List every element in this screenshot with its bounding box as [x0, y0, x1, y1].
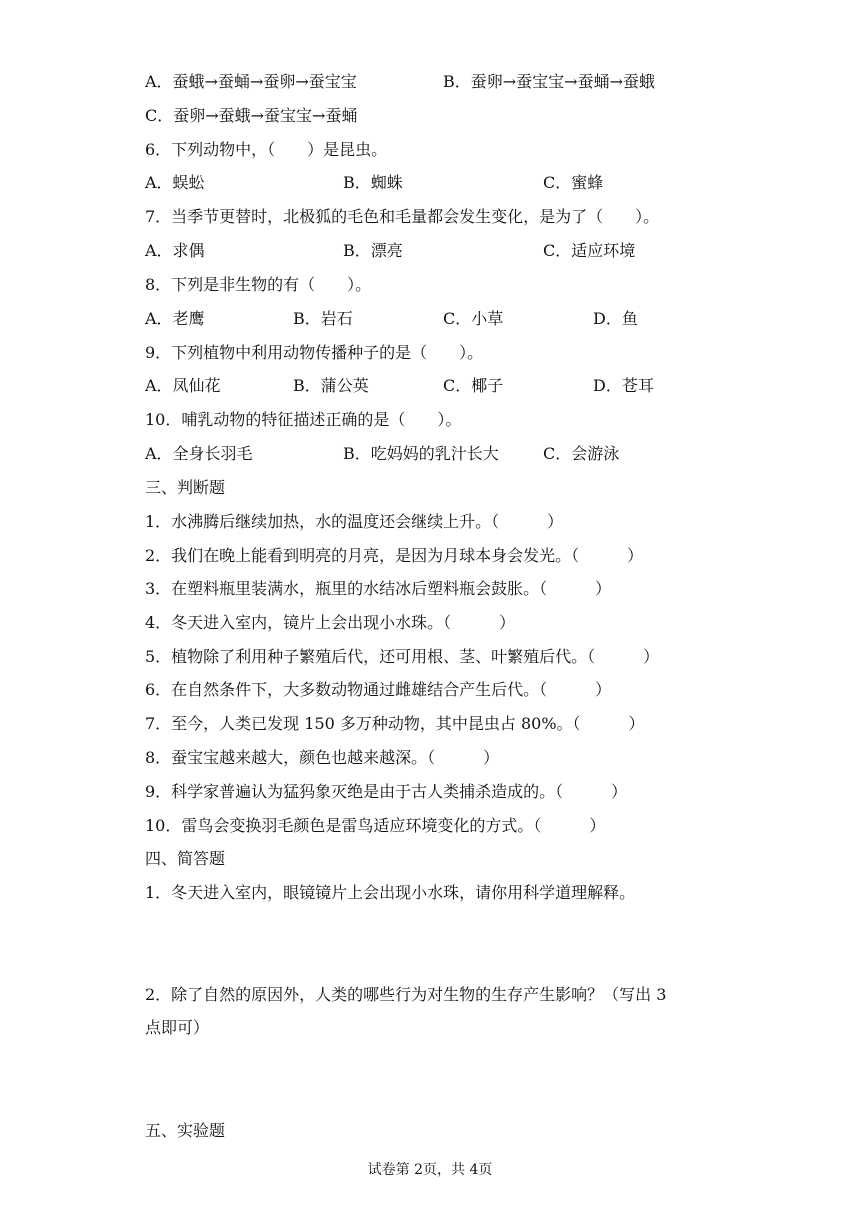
- short-answer-1: 1．冬天进入室内，眼镜镜片上会出现小水珠，请你用科学道理解释。: [145, 883, 636, 902]
- judge-item-6: 6．在自然条件下，大多数动物通过雌雄结合产生后代。（ ）: [145, 680, 612, 699]
- q9-option-a: A．凤仙花: [145, 376, 221, 395]
- q6-option-a: A．蜈蚣: [145, 173, 205, 192]
- q10-stem: 10．哺乳动物的特征描述正确的是（ ）。: [145, 410, 462, 429]
- judge-item-10: 10．雷鸟会变换羽毛颜色是雷鸟适应环境变化的方式。（ ）: [145, 816, 606, 835]
- q5-option-a: A．蚕蛾→蚕蛹→蚕卵→蚕宝宝: [145, 72, 357, 91]
- judge-item-3: 3．在塑料瓶里装满水，瓶里的水结冰后塑料瓶会鼓胀。（ ）: [145, 579, 612, 598]
- judge-item-4: 4．冬天进入室内，镜片上会出现小水珠。（ ）: [145, 613, 516, 632]
- judge-item-5: 5．植物除了利用种子繁殖后代，还可用根、茎、叶繁殖后代。（ ）: [145, 647, 660, 666]
- section-4-title: 四、简答题: [145, 849, 226, 868]
- q6-option-c: C．蜜蜂: [543, 173, 604, 192]
- short-answer-2-line-1: 2．除了自然的原因外，人类的哪些行为对生物的生存产生影响？（写出 3: [145, 985, 667, 1004]
- judge-item-1: 1．水沸腾后继续加热，水的温度还会继续上升。（ ）: [145, 512, 564, 531]
- q6-stem: 6．下列动物中，（ ）是昆虫。: [145, 140, 388, 159]
- q5-option-c: C．蚕卵→蚕蛾→蚕宝宝→蚕蛹: [145, 106, 358, 125]
- short-answer-2-line-2: 点即可）: [145, 1018, 210, 1037]
- q9-stem: 9．下列植物中利用动物传播种子的是（ ）。: [145, 343, 484, 362]
- judge-item-8: 8．蚕宝宝越来越大，颜色也越来越深。（ ）: [145, 748, 500, 767]
- q10-option-a: A．全身长羽毛: [145, 444, 253, 463]
- q7-option-c: C．适应环境: [543, 241, 636, 260]
- q9-option-d: D．苍耳: [593, 376, 654, 395]
- q7-option-a: A．求偶: [145, 241, 205, 260]
- section-3-title: 三、判断题: [145, 478, 226, 497]
- q6-option-b: B．蜘蛛: [343, 173, 403, 192]
- judge-item-9: 9．科学家普遍认为猛犸象灭绝是由于古人类捕杀造成的。（ ）: [145, 782, 628, 801]
- q8-stem: 8．下列是非生物的有（ ）。: [145, 275, 372, 294]
- q8-option-c: C．小草: [443, 309, 504, 328]
- q10-option-c: C．会游泳: [543, 444, 620, 463]
- section-5-title: 五、实验题: [145, 1121, 226, 1140]
- q9-option-b: B．蒲公英: [293, 376, 369, 395]
- q9-option-c: C．椰子: [443, 376, 504, 395]
- q8-option-d: D．鱼: [593, 309, 638, 328]
- q7-stem: 7．当季节更替时，北极狐的毛色和毛量都会发生变化，是为了（ ）。: [145, 207, 660, 226]
- q5-option-b: B．蚕卵→蚕宝宝→蚕蛹→蚕蛾: [443, 72, 655, 91]
- q8-option-b: B．岩石: [293, 309, 353, 328]
- judge-item-7: 7．至今，人类已发现 150 多万种动物，其中昆虫占 80%。（ ）: [145, 714, 645, 733]
- judge-item-2: 2．我们在晚上能看到明亮的月亮，是因为月球本身会发光。（ ）: [145, 546, 644, 565]
- q10-option-b: B．吃妈妈的乳汁长大: [343, 444, 499, 463]
- q8-option-a: A．老鹰: [145, 309, 205, 328]
- q7-option-b: B．漂亮: [343, 241, 403, 260]
- page-footer: 试卷第 2页，共 4页: [367, 1162, 493, 1178]
